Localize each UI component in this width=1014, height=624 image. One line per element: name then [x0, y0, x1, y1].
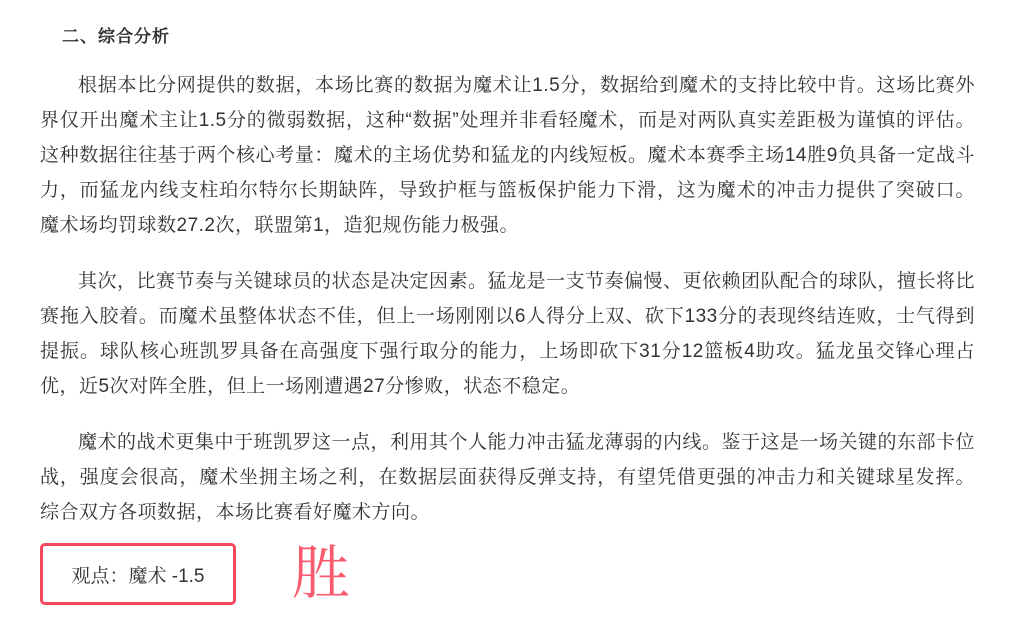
verdict-box — [40, 543, 236, 605]
section-heading: 二、综合分析 — [62, 27, 170, 46]
verdict-label: 观点：魔术 -1.5 — [71, 565, 205, 587]
analysis-paragraph-3: 魔术的战术更集中于班凯罗这一点，利用其个人能力冲击猛龙薄弱的内线。鉴于这是一场关键的东部卡位战，强度会很高，魔术坐拥主场之利，在数据层面获得反弹支持，有望凭借更强的冲击力和关键球星发挥。综合双方各项数据，本场比赛看好魔术方向。 — [40, 432, 976, 523]
verdict-row — [40, 543, 975, 605]
analysis-paragraph-1: 根据本比分网提供的数据，本场比赛的数据为魔术让1.5分，数据给到魔术的支持比较中肯。这场比赛外界仅开出魔术主让1.5分的微弱数据，这种“数据”处理并非看轻魔术，而是对两队真实差距极为谨慎的评估。这种数据往往基于两个核心考量：魔术的主场优势和猛龙的内线短板。魔术本赛季主场14胜9负具备一定战斗力，而猛龙内线支柱珀尔特尔长期缺阵，导致护框与篮板保护能力下滑，这为魔术的冲击力提供了突破口。魔术场均罚球数27.2次，联盟第1，造犯规伤能力极强。 — [40, 75, 975, 236]
result-stamp: 胜 — [292, 541, 351, 606]
analysis-paragraph-2: 其次，比赛节奏与关键球员的状态是决定因素。猛龙是一支节奏偏慢、更依赖团队配合的球队，擅长将比赛拖入胶着。而魔术虽整体状态不佳，但上一场刚刚以6人得分上双、砍下133分的表现终结连败，士气得到提振。球队核心班凯罗具备在高强度下强行取分的能力，上场即砍下31分12篮板4助攻。猛龙虽交锋心理占优，近5次对阵全胜，但上一场刚遭遇27分惨败，状态不稳定。 — [40, 271, 976, 397]
